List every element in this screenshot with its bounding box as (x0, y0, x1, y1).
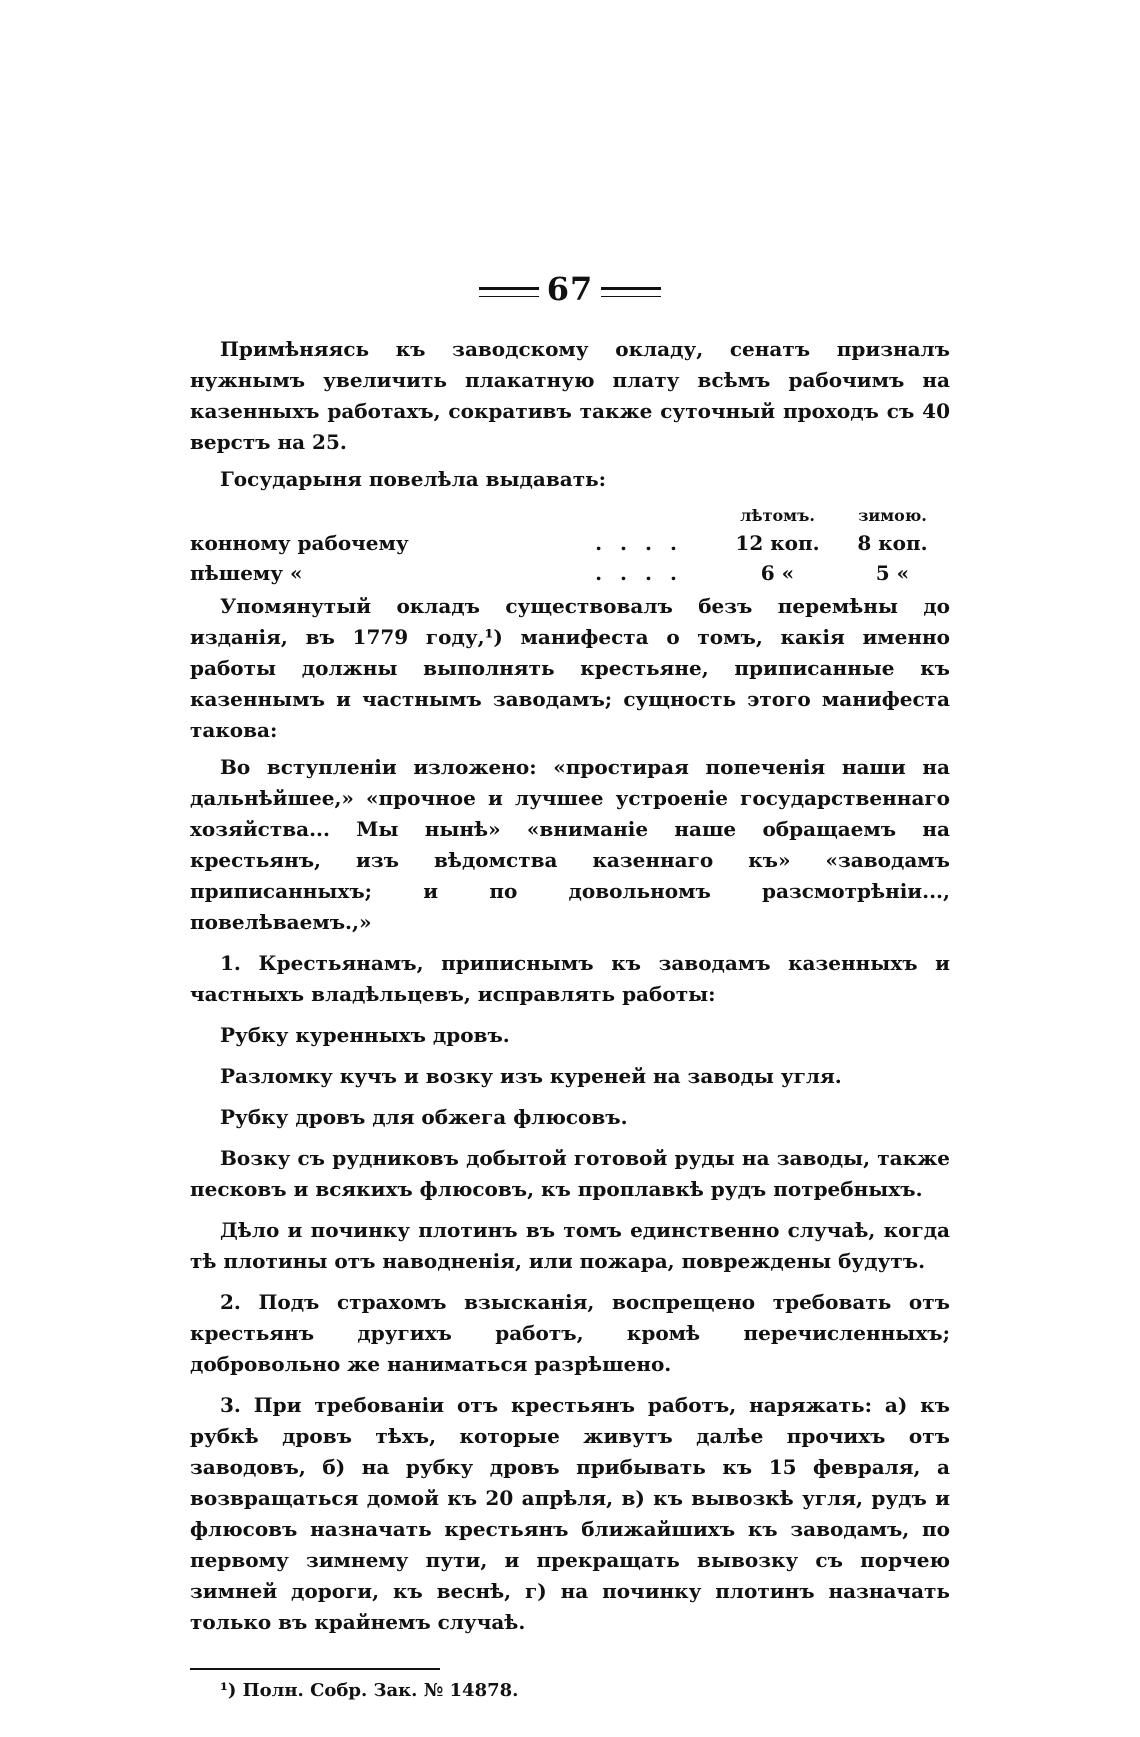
wage-table (190, 499, 950, 585)
paragraph-8: Рубку дровъ для обжега флюсовъ. (220, 1105, 628, 1129)
ornament-left-icon (479, 287, 539, 297)
col-winter: зимою. (858, 506, 927, 525)
page-number-text: 67 (546, 270, 594, 308)
col-summer: лѣтомъ. (740, 506, 815, 525)
paragraph-9: Возку съ рудниковъ добытой готовой руды на заводы, также песковъ и всякихъ флюсовъ, къ проплавкѣ рудъ потребныхъ. (190, 1146, 950, 1201)
ornament-right-icon (601, 287, 661, 297)
paragraph-12: 3. При требованіи отъ крестьянъ работъ, наряжать: а) къ рубкѣ дровъ тѣхъ, которые живутъ далѣе прочихъ отъ заводовъ, б) на рубку дровъ прибывать къ 15 февраля, а возвращаться домой къ 20 апрѣля, в) къ вывозкѣ угля, рудъ и флюсовъ назначать крестьянъ ближайшихъ къ заводамъ, по первому зимнему пути, и прекращать вывозку съ порчею зимней дороги, къ веснѣ, г) на починку плотинъ назначать только въ крайнемъ случаѣ. (190, 1393, 950, 1634)
paragraph-10: Дѣло и починку плотинъ въ томъ единственно случаѣ, когда тѣ плотины отъ наводненія, или пожара, повреждены будутъ. (190, 1218, 950, 1273)
paragraph-11: 2. Подъ страхомъ взысканія, воспрещено требовать отъ крестьянъ другихъ работъ, кромѣ перечисленныхъ; добровольно же наниматься разрѣшено. (190, 1290, 950, 1376)
wage-row-horse: конному рабочему .... 12 коп. 8 коп. (190, 531, 928, 555)
paragraph-1: Примѣняясь къ заводскому окладу, сенатъ призналъ нужнымъ увеличить плакатную плату всѣмъ рабочимъ на казенныхъ работахъ, сокративъ также суточный проходъ съ 40 верстъ на 25. (190, 337, 950, 454)
footnote-rule (190, 1668, 440, 1670)
wage-row-foot: пѣшему « .... 6 « 5 « (190, 561, 910, 585)
paragraph-2: Государыня повелѣла выдавать: (220, 467, 607, 491)
page-number (190, 270, 950, 308)
paragraph-3: Упомянутый окладъ существовалъ безъ перемѣны до изданія, въ 1779 году,¹) манифеста о томъ, какія именно работы должны выполнять крестьяне, приписанные къ казеннымъ и частнымъ заводамъ; сущность этого манифеста такова: (190, 594, 950, 742)
wage-table-header (190, 499, 950, 525)
paragraph-4: Во вступленіи изложено: «простирая попеченія наши на дальнѣйшее,» «прочное и лучшее устроеніе государственнаго хозяйства... Мы нынѣ» «вниманіе наше обращаемъ на крестьянъ, изъ вѣдомства казеннаго къ» «заводамъ приписанныхъ; и по довольномъ разсмотрѣніи..., повелѣваемъ.,» (190, 755, 950, 934)
paragraph-6: Рубку куренныхъ дровъ. (220, 1023, 510, 1047)
footnote: ¹) Полн. Собр. Зак. № 14878. (220, 1680, 519, 1701)
paragraph-7: Разломку кучъ и возку изъ куреней на заводы угля. (220, 1064, 842, 1088)
document-page (190, 270, 950, 1701)
paragraph-5: 1. Крестьянамъ, приписнымъ къ заводамъ казенныхъ и частныхъ владѣльцевъ, исправлять работы: (190, 951, 950, 1006)
